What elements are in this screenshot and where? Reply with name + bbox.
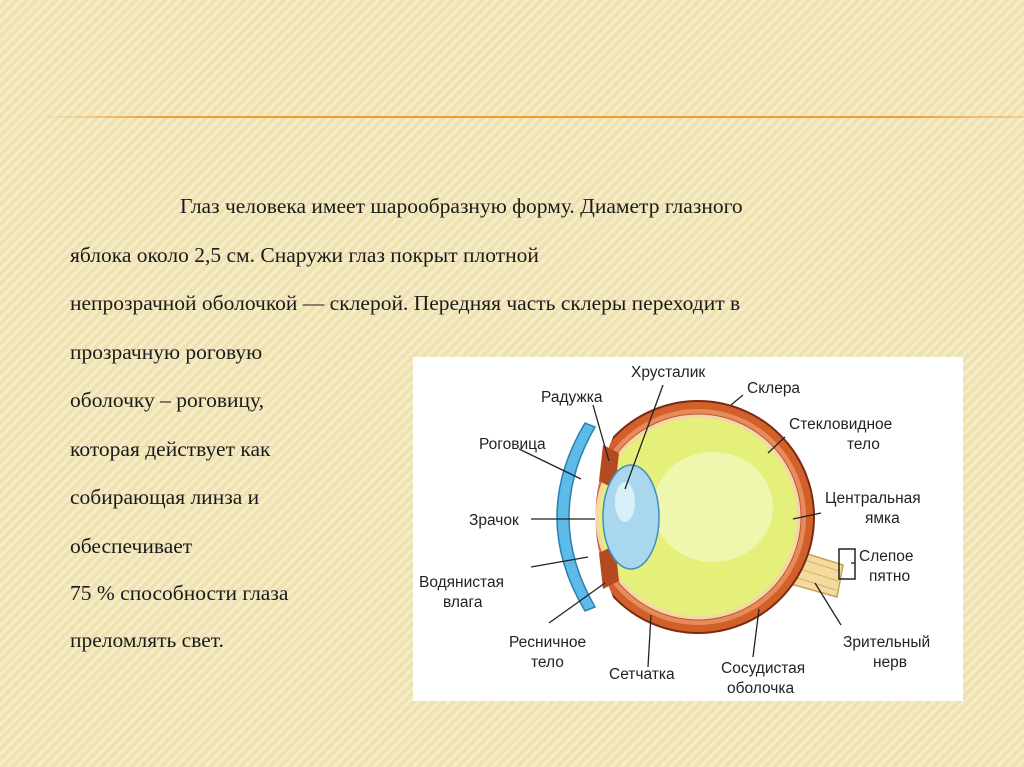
text-line-4: прозрачную роговую (70, 340, 263, 364)
label-cornea: Роговица (479, 436, 546, 453)
label-choroid-1: Сосудистая (721, 660, 806, 677)
text-line-10: преломлять свет. (70, 628, 224, 652)
text-line-1: Глаз человека имеет шарообразную форму. Диаметр глазного (180, 194, 743, 218)
label-blind-spot-2: пятно (869, 568, 911, 585)
label-fovea-1: Центральная (825, 490, 921, 507)
label-pupil: Зрачок (469, 512, 519, 529)
label-ciliary-1: Ресничное (509, 634, 587, 651)
label-optic-nerve-1: Зрительный (843, 634, 931, 651)
text-line-9: 75 % способности глаза (70, 581, 289, 605)
text-line-2: яблока около 2,5 см. Снаружи глаз покрыт плотной (70, 243, 539, 267)
label-retina: Сетчатка (609, 666, 675, 683)
text-line-3: непрозрачной оболочкой — склерой. Передняя часть склеры переходит в (70, 291, 741, 315)
label-fovea-2: ямка (865, 510, 900, 527)
label-aqueous-2: влага (443, 594, 483, 611)
label-blind-spot-1: Слепое (859, 548, 914, 565)
label-ciliary-2: тело (531, 654, 564, 671)
text-line-7: собирающая линза и (70, 485, 260, 509)
label-vitreous-2: тело (847, 436, 880, 453)
label-sclera: Склера (747, 380, 801, 397)
vitreous-highlight (653, 452, 773, 562)
label-lens: Хрусталик (631, 364, 706, 381)
label-iris: Радужка (541, 389, 603, 406)
text-line-6: которая действует как (70, 437, 271, 461)
label-vitreous-1: Стекловидное (789, 416, 893, 433)
text-line-8: обеспечивает (70, 534, 193, 558)
text-line-5: оболочку – роговицу, (70, 388, 264, 412)
eye-diagram (413, 357, 963, 701)
label-aqueous-1: Водянистая (419, 574, 504, 591)
label-optic-nerve-2: нерв (873, 654, 908, 671)
label-choroid-2: оболочка (727, 680, 795, 697)
header-divider (40, 116, 1024, 118)
